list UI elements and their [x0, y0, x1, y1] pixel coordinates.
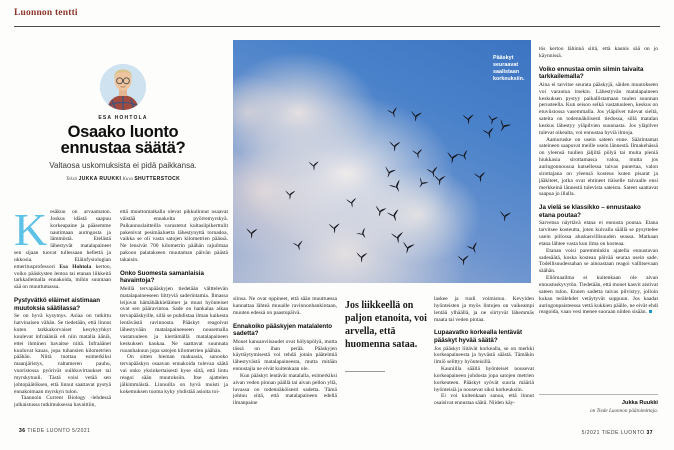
swallow-bird-icon	[328, 222, 342, 241]
body-paragraph: Meillä tervapääskyjen tiedetään välttelevän matalapaineeseen liittyviä saderintamia. Ilmassa leijuvat hämähäkkieläimet ja muut hyönteiset ovat sen pääravintoa. Sade on hankalaa aikaa tervapääskyille, sillä se puhdistaa ilman kaikesta lentävästä ravinnosta. Pääskyt reagoivat lähestyvään matalapaineeseen nousemalla vastatuuleen ja kiertämällä matalapaineen keskuksen kaukaa. Ne saattavat suunnata ruoanhakuun jopa satojen kilometrien päähän.	[120, 285, 228, 354]
page-number-left: 36	[19, 428, 26, 434]
article-subtitle: Valtaosa uskomuksista ei pidä paikkansa.	[49, 161, 197, 170]
bird-flock	[233, 40, 531, 283]
byline-author: JUKKA RUUKKI	[78, 176, 122, 182]
column-2	[120, 209, 228, 422]
swallow-bird-icon	[355, 226, 373, 247]
pull-quote-rule	[345, 371, 385, 372]
swallow-bird-icon	[407, 109, 423, 129]
question-heading-5: Voiko ennustaa omin silmin taivaita tarkkailemalla?	[539, 65, 644, 81]
page-footer-left	[19, 428, 90, 434]
byline-photo-credit: SHUTTERSTOCK	[134, 176, 181, 182]
body-paragraph: Monet kansanviisaudet ovat hölynpölyä, mutta tässä on ihan perää. Pääskyjen käyttäytymisestä voi tehdä jotain päätelmiä lähestyvästä matalapaineesta, mutta mitään ennustajia ne eivät kuitenkaan ole.	[233, 338, 337, 373]
body-paragraph: Sarvensa näyttävä etana ei ennusta poutaa. Etana tarvitsee kosteutta, joten kuivalla säällä se pysyttelee usein piilossa aluskasvillisuuden seassa. Matkaan etana lähtee vasta kun ilma on kosteaa.	[539, 220, 658, 247]
swallow-bird-icon	[346, 196, 357, 214]
swallow-bird-icon	[388, 179, 406, 200]
title-line-2: ennustaa säätä?	[60, 138, 186, 157]
question-heading-6: Ja vielä se klassikko – ennustaako etana poutaa?	[539, 204, 641, 219]
drop-cap: K	[14, 209, 48, 255]
swallow-bird-icon	[243, 226, 258, 246]
intro-author-name: Esa Hohtola	[59, 263, 92, 270]
column-3	[233, 296, 337, 422]
body-paragraph: että muuttomatkalla olevat pikkulinnut osaavat väistää ennakolta pyörremyrskyä. Paikannuslaitteilla varustetut kultasiipikerttulit pakenivat pesimäaluetta lähestynyttä tornadoa, vaikka se oli vasta satojen kilometrien päässä. Ne lensivät 700 kilometrin päähän rajuilmaa pakoon palatakseen muutaman päivän päästä takaisin.	[120, 209, 228, 263]
swallow-bird-icon	[370, 204, 387, 225]
swallow-bird-icon	[462, 112, 476, 131]
title-line-1: Osaako luonto	[67, 123, 179, 141]
body-paragraph: Kauniilla säällä hyönteiset nousevat korkeapaineen johdosta jopa satojen metrien korkeuteen. Pääskyt syövät suuria määriä hyönteisiä ja nousevat siksi korkeuksiin.	[434, 366, 534, 393]
magazine-name-left: TIEDE LUONTO	[27, 428, 71, 434]
swallow-bird-icon	[431, 173, 446, 193]
column-5	[539, 46, 658, 392]
body-paragraph: siinsa. Ne ovat oppineet, että sään muuttuessa kannattaa lähteä muualle ravinnonhankintaan, muuten edessä on paastopäivä.	[233, 296, 337, 316]
question-heading-3: Ennakoiko pääskyjen matalalento sadetta?	[233, 322, 333, 338]
article-title	[14, 125, 232, 156]
issue-number-right: 5/2021	[581, 430, 600, 436]
intro-text: esäkuu on arvaamaton. Joskus idästä saapuu korkeapaine ja pääsemme nautimaan auringosta ja lämmöstä. Etelästä lähestyvät matalapaineet sen sijaan tuovat tullessaan hellettä ja ukkosia. Eläinfysiologian emeritusprofessori	[14, 209, 111, 270]
header-rule	[14, 26, 660, 27]
swallow-bird-icon	[412, 147, 423, 165]
body-paragraph: On sitten hieman makuasia, sanooko tervapääskyn osaavan ennakoida tulevaa säätä vai onko yksinkertaisesti kyse siitä, että lintu reagoi sään muutoksiin. Itse ajattelen jälkimmäistä. Linnuilla on hyvä muisti ja kokemuksen tuoma kyky yhdistää asioita toi-	[120, 354, 228, 395]
body-paragraph: Taannoin Current Biology -lehdessä julkaistussa tutkimuksessa havaittiin,	[14, 395, 111, 409]
body-paragraph: tös kertoo lähinnä siitä, että kaunis sää on jo käynnissä.	[539, 46, 658, 59]
intro-paragraph	[14, 209, 111, 291]
author-portrait-illustration	[100, 64, 146, 110]
question-heading-1: Pystyvätkö eläimet aistimaan muutoksia säätilassa?	[14, 297, 100, 312]
swallow-bird-icon	[307, 159, 320, 178]
pull-quote: Jos liikkeellä on paljon etanoita, voi arvella, että huomenna sataa.	[345, 300, 427, 350]
body-paragraph: Se on hyvä kysymys. Asiaa on tutkittu harvinaisen vähän. Se tiedetään, että linnut kuten tarkkakorvaiset kesykyyhkyt kuulevat infraääniä eli niin matalia ääniä, ettei ihminen havaitse niitä. Infraäänet kuuluvat kauas, jopa tuhansien kilometrien päähän. Niitä tuottaa esimerkiksi maanjäristys, valtameren pauhu, vuoristossa pyörivät suihkuvirtaukset tai myrskytuuli. Tästä voisi vetää sen johtopäätöksen, että linnut saattavat pystyä ennakoimaan myrskyn tulon.	[14, 313, 111, 395]
swallow-bird-icon	[456, 253, 470, 272]
swallow-bird-icon	[386, 209, 402, 229]
question-heading-4: Lupaavatko korkealla lentävät pääskyt hyvää säätä?	[434, 329, 523, 344]
body-paragraph: Aamuruske on usein sateen enne. Säärintamat sateineen saapuvat meille usein lännestä. Ilmakehässä on yleensä tuulien jäljiltä pölyä tai muita pieniä hiukkasia sirottamassa valoa, mutta jos auringonnousua katsellessa taivas punertaa, valon sirottajana on yleensä kosteus kuten pisarat ja jääkiteet, jotka ovat ehtineet itäiselle taivaalle ensi merkkeinä lännestä tulevista sateista. Sateet saattavat saapua jo illalla.	[539, 136, 658, 198]
author-portrait	[100, 64, 146, 110]
intro-text-end: kertoo, voiko pääskysten lentoa tai etanan liikkeitä tarkkailemalla ennakoida, mihin suuntaan sää on muuttumassa.	[14, 263, 111, 291]
body-text: Eliömaailma ei kuitenkaan ole aivan ennustuskyvytön. Tiedetään, että monet kasvit aistivat sateen tulon. Ennen sadetta taivas pilvistyy, jolloin kukan terälehdet vetäytyvät suppuun. Jos kaadat auringonpaisteessa vettä kukkien päälle, ne eivät ehdi reagoida, vaan vesi menee suoraan niiden sisään.	[539, 275, 658, 316]
body-paragraph: Ei voi kuitenkaan sanoa, että linnut osaisivat ennustaa säätä. Niiden käy-	[434, 393, 534, 407]
swallow-bird-icon	[386, 139, 401, 159]
byline-photo-label: Kuva	[122, 177, 134, 182]
column-4	[434, 296, 534, 422]
swallow-bird-icon	[474, 171, 486, 189]
author-signature	[539, 394, 658, 414]
swallow-bird-icon	[292, 239, 305, 258]
signature-role: on Tiede Luonnon päätoimittaja.	[589, 408, 658, 414]
byline	[14, 176, 232, 182]
signature-name: Jukka Ruukki	[621, 400, 658, 406]
article-header	[14, 64, 232, 182]
sky-photo	[233, 40, 531, 283]
issue-number-left: 5/2021	[72, 428, 91, 434]
page-number-right: 37	[646, 430, 653, 436]
photo-caption: Pääskyt seuraavat saalistaan korkeuksiin.	[493, 55, 525, 82]
swallow-bird-icon	[457, 148, 472, 168]
swallow-bird-icon	[496, 209, 512, 229]
portrait-name-label: ESA HOHTOLA	[98, 115, 148, 121]
page-footer-right	[582, 430, 653, 436]
body-paragraph: Kun pääskyt lentävät matalalla, esimerkiksi aivan veden pinnan päällä tai aivan pellon yllä, luvassa on todennäköisesti sadetta. Tämä johtuu siitä, että matalapaineen edellä ilmanpaine	[233, 372, 337, 407]
body-paragraph	[539, 275, 658, 316]
signature-rule	[539, 394, 658, 395]
column-1	[14, 209, 111, 422]
body-paragraph: laskee ja tuuli voimistuu. Kevyiden hyönteisten ja myös lintujen on vaikeampi lentää ylhäällä, ja ne siirtyvät lähemmäs maata tai veden pintaa.	[434, 296, 534, 323]
section-kicker: Luonnon tentti	[14, 8, 78, 18]
swallow-bird-icon	[386, 105, 400, 125]
swallow-bird-icon	[483, 127, 497, 146]
magazine-name-right: TIEDE LUONTO	[601, 430, 645, 436]
end-of-article-marker	[649, 310, 653, 314]
swallow-bird-icon	[354, 251, 369, 271]
question-heading-2: Onko Suomesta samanlaisia havaintoja?	[120, 269, 204, 285]
body-paragraph: Aina ei tarvitse seurata pääskyjä, säiden muutokseen voi varautua itsekin. Lähestyvän matalapaineen keskuksen pystyy paikallistamaan tuulen suunnan perusteella. Kun seisoo selkä vastatuuleen, keskus on etuviistossa vasemmalla. Jos yläpilvet tulevat sieltä, sateita on todennäköisesti tiedossa, sillä matalan keskus lähestyy yläpilvien suunnasta. Jos yläpilvet tulevat oikealta, voi ennustaa hyviä ilmoja.	[539, 81, 658, 136]
swallow-bird-icon	[282, 187, 296, 207]
body-paragraph: Etanan voisi paremminkin ajatella ennustavan sadesäätä, koska kosteaa päivää seuraa usein sade. Todellisuudessahan se ainoastaan reagoi vallitsevaan säähän.	[539, 247, 658, 275]
byline-text-label: Teksti	[65, 177, 78, 182]
pull-quote-block	[345, 299, 427, 372]
body-paragraph: Jos pääskyt liitävät korkealla, se on merkki korkeapaineesta ja hyvästä säästä. Tämäkin ilmiö selittyy hyönteisillä.	[434, 345, 534, 366]
